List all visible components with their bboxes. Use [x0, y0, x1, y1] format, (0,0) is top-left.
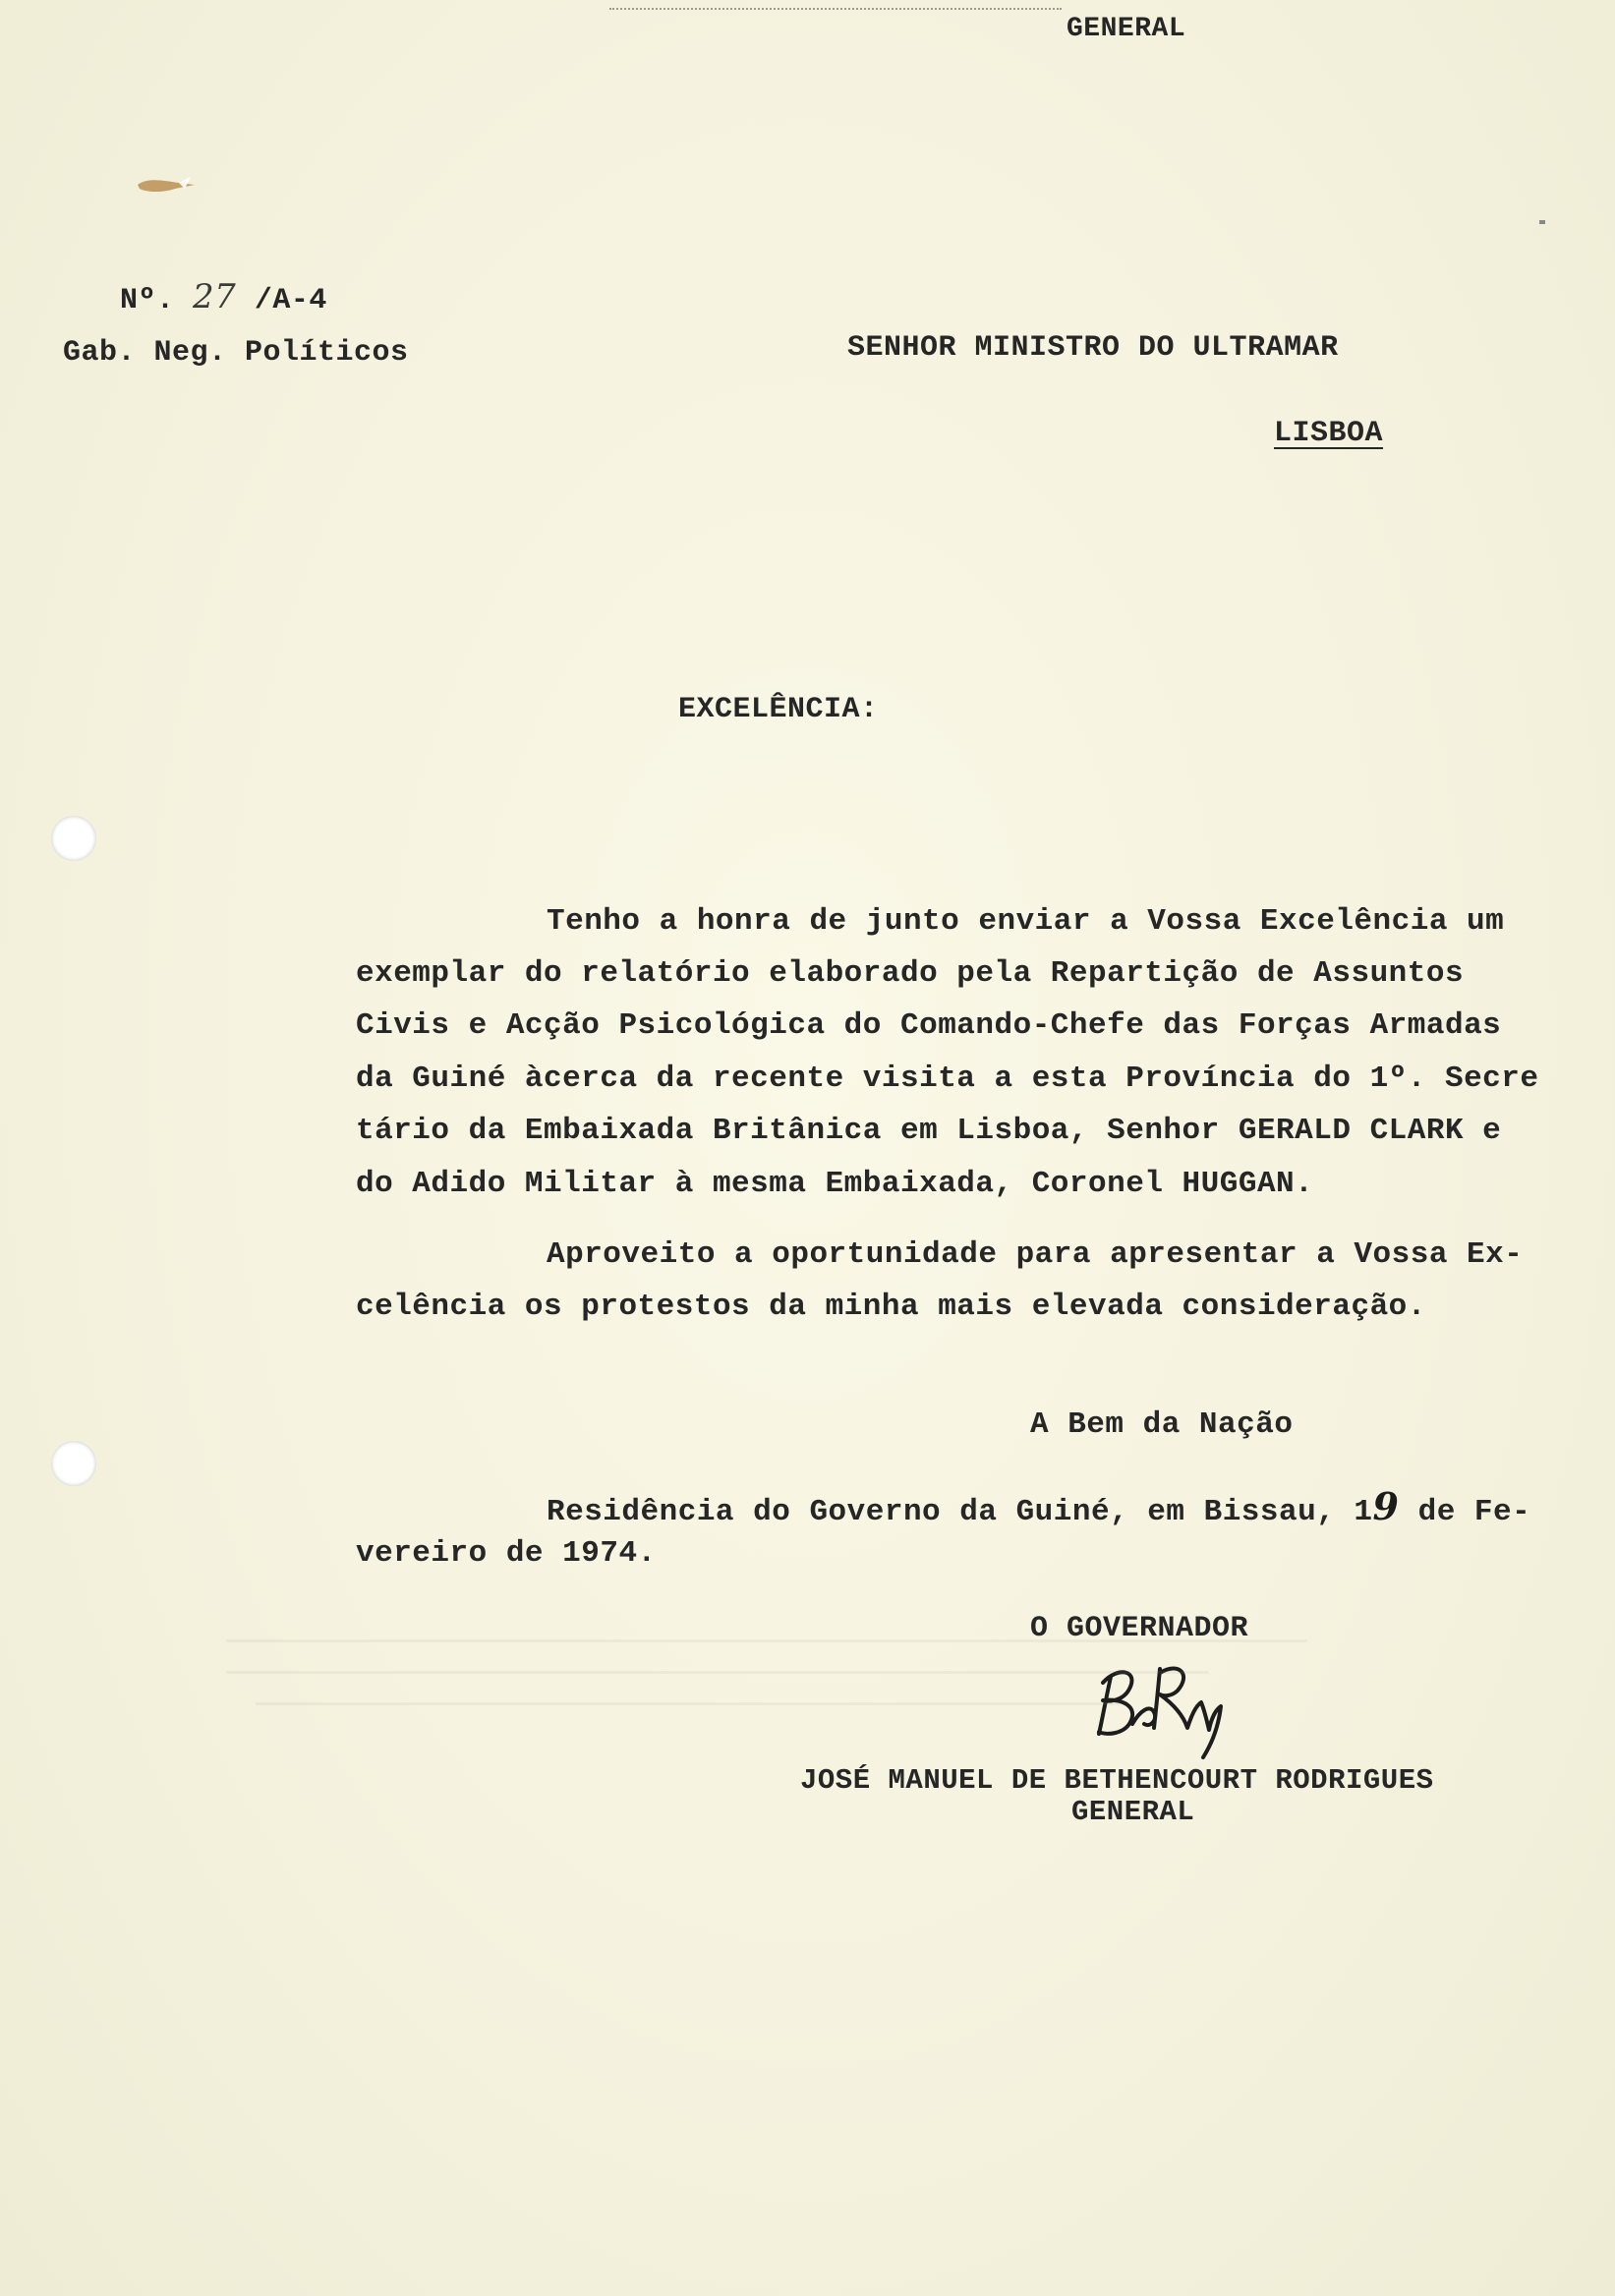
body-paragraph-2-line: Aproveito a oportunidade para apresentar a Vossa Ex- [547, 1237, 1524, 1272]
body-paragraph-2-line: celência os protestos da minha mais elevada consideração. [356, 1290, 1426, 1324]
date-line-2: vereiro de 1974. [356, 1536, 657, 1571]
reference-number-prefix: Nº. [120, 284, 175, 317]
reference-number-handwritten: 27 [193, 277, 237, 316]
bleed-through-line [226, 1671, 1209, 1674]
reference-number-suffix: /A-4 [254, 284, 327, 317]
body-paragraph-1-line: tário da Embaixada Britânica em Lisboa, Senhor GERALD CLARK e [356, 1114, 1502, 1148]
date-handwritten-digit: 9 [1372, 1484, 1400, 1528]
edge-mark [1539, 220, 1545, 224]
reference-number [120, 277, 327, 317]
recipient-title: SENHOR MINISTRO DO ULTRAMAR [847, 331, 1339, 365]
body-paragraph-1-line: do Adido Militar à mesma Embaixada, Coronel HUGGAN. [356, 1167, 1314, 1201]
punch-hole [51, 1441, 96, 1486]
body-paragraph-1-line: da Guiné àcerca da recente visita a esta Província do 1º. Secre [356, 1062, 1539, 1096]
date-line-1 [547, 1484, 1530, 1529]
signer-rank: GENERAL [1071, 1796, 1195, 1828]
signer-role: O GOVERNADOR [1030, 1612, 1249, 1645]
salutation: EXCELÊNCIA: [678, 693, 879, 726]
body-paragraph-1-line: Tenho a honra de junto enviar a Vossa Excelência um [547, 904, 1505, 939]
bleed-through-line [256, 1702, 1121, 1705]
recipient-city: LISBOA [1274, 417, 1384, 450]
ink-smudge-mark [136, 175, 197, 197]
top-dotted-rule [609, 8, 1062, 10]
reference-department: Gab. Neg. Políticos [63, 336, 409, 370]
signer-name: JOSÉ MANUEL DE BETHENCOURT RODRIGUES [800, 1764, 1434, 1797]
date-line-1-start: Residência do Governo da Guiné, em Bissau, 1 [547, 1495, 1373, 1529]
header-stamp: GENERAL [1067, 14, 1186, 44]
date-line-1-end: de Fe- [1399, 1495, 1531, 1529]
closing-formula: A Bem da Nação [1030, 1407, 1294, 1442]
body-paragraph-1-line: exemplar do relatório elaborado pela Repartição de Assuntos [356, 956, 1465, 991]
bleed-through-line [226, 1639, 1307, 1642]
punch-hole [51, 816, 96, 861]
body-paragraph-1-line: Civis e Acção Psicológica do Comando-Chefe das Forças Armadas [356, 1008, 1502, 1043]
